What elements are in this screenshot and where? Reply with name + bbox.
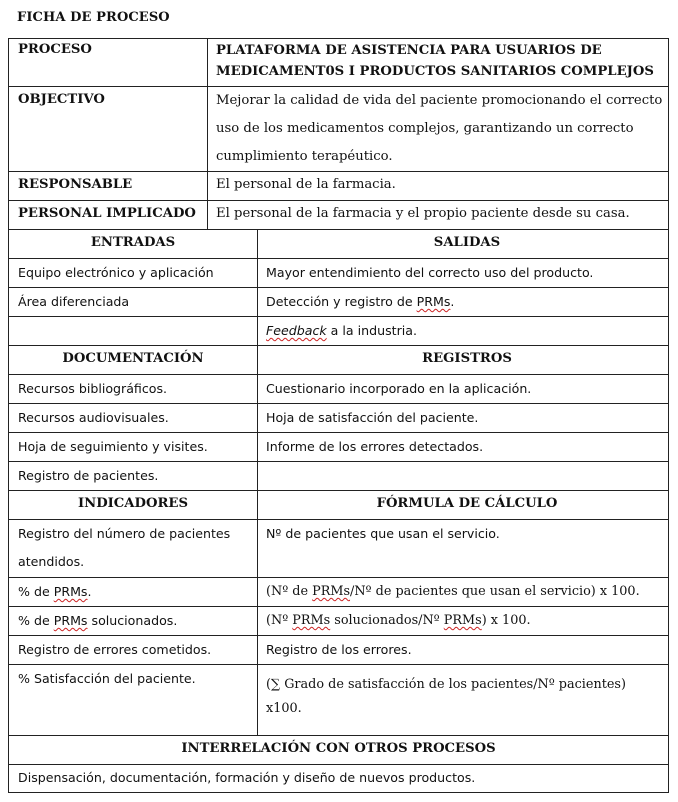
label-personal-implicado: PERSONAL IMPLICADO xyxy=(18,206,196,221)
spellcheck-word: PRMs xyxy=(292,613,331,628)
label-proceso: PROCESO xyxy=(18,42,92,57)
documentacion-item: Registro de pacientes. xyxy=(18,468,159,483)
header-formula: FÓRMULA DE CÁLCULO xyxy=(257,491,668,519)
label-responsable: RESPONSABLE xyxy=(18,177,133,192)
text-segment: a la industria. xyxy=(326,323,417,338)
document-title: FICHA DE PROCESO xyxy=(17,10,170,25)
row-interrelacion-header xyxy=(9,735,668,764)
text-segment: % de xyxy=(18,613,54,628)
text-segment: (Nº de xyxy=(266,584,313,599)
text-segment: solucionados/Nº xyxy=(330,613,444,628)
entradas-item: Área diferenciada xyxy=(18,294,130,309)
text-segment: /Nº de pacientes que usan el servicio) x 100. xyxy=(350,584,640,599)
value-proceso: PLATAFORMA DE ASISTENCIA PARA USUARIOS DE MEDICAMENT0S I PRODUCTOS SANITARIOS COMPLEJOS xyxy=(207,39,668,86)
indicador-item: Registro del número de pacientes atendidos. xyxy=(18,526,231,569)
value-personal-implicado: El personal de la farmacia y el propio paciente desde su casa. xyxy=(207,201,668,229)
registros-item xyxy=(257,462,668,490)
spellcheck-word: PRMs xyxy=(443,613,482,628)
indicador-item xyxy=(9,607,257,635)
row-proceso xyxy=(9,39,668,86)
value-responsable: El personal de la farmacia. xyxy=(207,172,668,200)
text-segment: . xyxy=(87,584,92,599)
table-row xyxy=(9,519,668,577)
table-row xyxy=(9,577,668,606)
indicador-item: Registro de errores cometidos. xyxy=(18,642,212,657)
formula-item xyxy=(257,607,668,635)
spellcheck-word: PRMs xyxy=(53,584,88,599)
table-row xyxy=(9,635,668,664)
registros-item: Hoja de satisfacción del paciente. xyxy=(257,404,668,432)
header-salidas: SALIDAS xyxy=(257,230,668,258)
documentacion-item: Hoja de seguimiento y visites. xyxy=(18,439,208,454)
documentacion-item: Recursos bibliográficos. xyxy=(18,381,168,396)
table-row xyxy=(9,432,668,461)
row-indicadores-formula-header xyxy=(9,490,668,519)
row-responsable xyxy=(9,171,668,200)
entradas-item: Equipo electrónico y aplicación xyxy=(18,265,214,280)
row-interrelacion-value xyxy=(9,764,668,794)
label-objetivo: OBJECTIVO xyxy=(18,92,105,107)
row-documentacion-registros-header xyxy=(9,345,668,374)
indicador-item: % Satisfacción del paciente. xyxy=(18,671,196,686)
table-row xyxy=(9,403,668,432)
documentacion-item: Recursos audiovisuales. xyxy=(18,410,169,425)
spellcheck-word: PRMs xyxy=(312,584,351,599)
row-personal-implicado xyxy=(9,200,668,229)
table-row xyxy=(9,461,668,490)
value-objetivo: Mejorar la calidad de vida del paciente promocionando el correcto uso de los medicamentos complejos, garantizando un correcto cumplimiento terapéutico. xyxy=(207,87,668,171)
registros-item: Informe de los errores detectados. xyxy=(257,433,668,461)
salidas-item xyxy=(257,288,668,316)
row-objetivo xyxy=(9,86,668,171)
formula-item: Registro de los errores. xyxy=(257,636,668,664)
text-segment: solucionados. xyxy=(87,613,178,628)
header-documentacion: DOCUMENTACIÓN xyxy=(62,351,204,366)
header-entradas: ENTRADAS xyxy=(90,235,176,250)
registros-item: Cuestionario incorporado en la aplicación. xyxy=(257,375,668,403)
text-segment: Detección y registro de xyxy=(266,294,417,309)
header-indicadores: INDICADORES xyxy=(77,496,188,511)
salidas-item xyxy=(257,317,668,345)
table-row xyxy=(9,374,668,403)
table-row xyxy=(9,287,668,316)
table-row xyxy=(9,664,668,735)
text-segment: % de xyxy=(18,584,54,599)
table-row xyxy=(9,316,668,345)
process-sheet-table xyxy=(8,38,669,793)
table-row xyxy=(9,258,668,287)
formula-item: Nº de pacientes que usan el servicio. xyxy=(257,520,668,577)
indicador-item xyxy=(9,578,257,606)
spellcheck-word: Feedback xyxy=(266,323,327,338)
header-registros: REGISTROS xyxy=(257,346,668,374)
spellcheck-word: PRMs xyxy=(53,613,88,628)
text-segment: . xyxy=(450,294,455,309)
formula-item xyxy=(257,578,668,606)
interrelacion-value: Dispensación, documentación, formación y diseño de nuevos productos. xyxy=(18,770,476,785)
text-segment: (Nº xyxy=(266,613,293,628)
entradas-item xyxy=(9,317,257,345)
table-row xyxy=(9,606,668,635)
header-interrelacion: INTERRELACIÓN CON OTROS PROCESOS xyxy=(181,741,496,756)
spellcheck-word: PRMs xyxy=(416,294,451,309)
salidas-item: Mayor entendimiento del correcto uso del producto. xyxy=(257,259,668,287)
row-entradas-salidas-header xyxy=(9,229,668,258)
formula-item: (∑ Grado de satisfacción de los pacientes/Nº pacientes) x100. xyxy=(257,665,668,735)
text-segment: ) x 100. xyxy=(481,613,531,628)
